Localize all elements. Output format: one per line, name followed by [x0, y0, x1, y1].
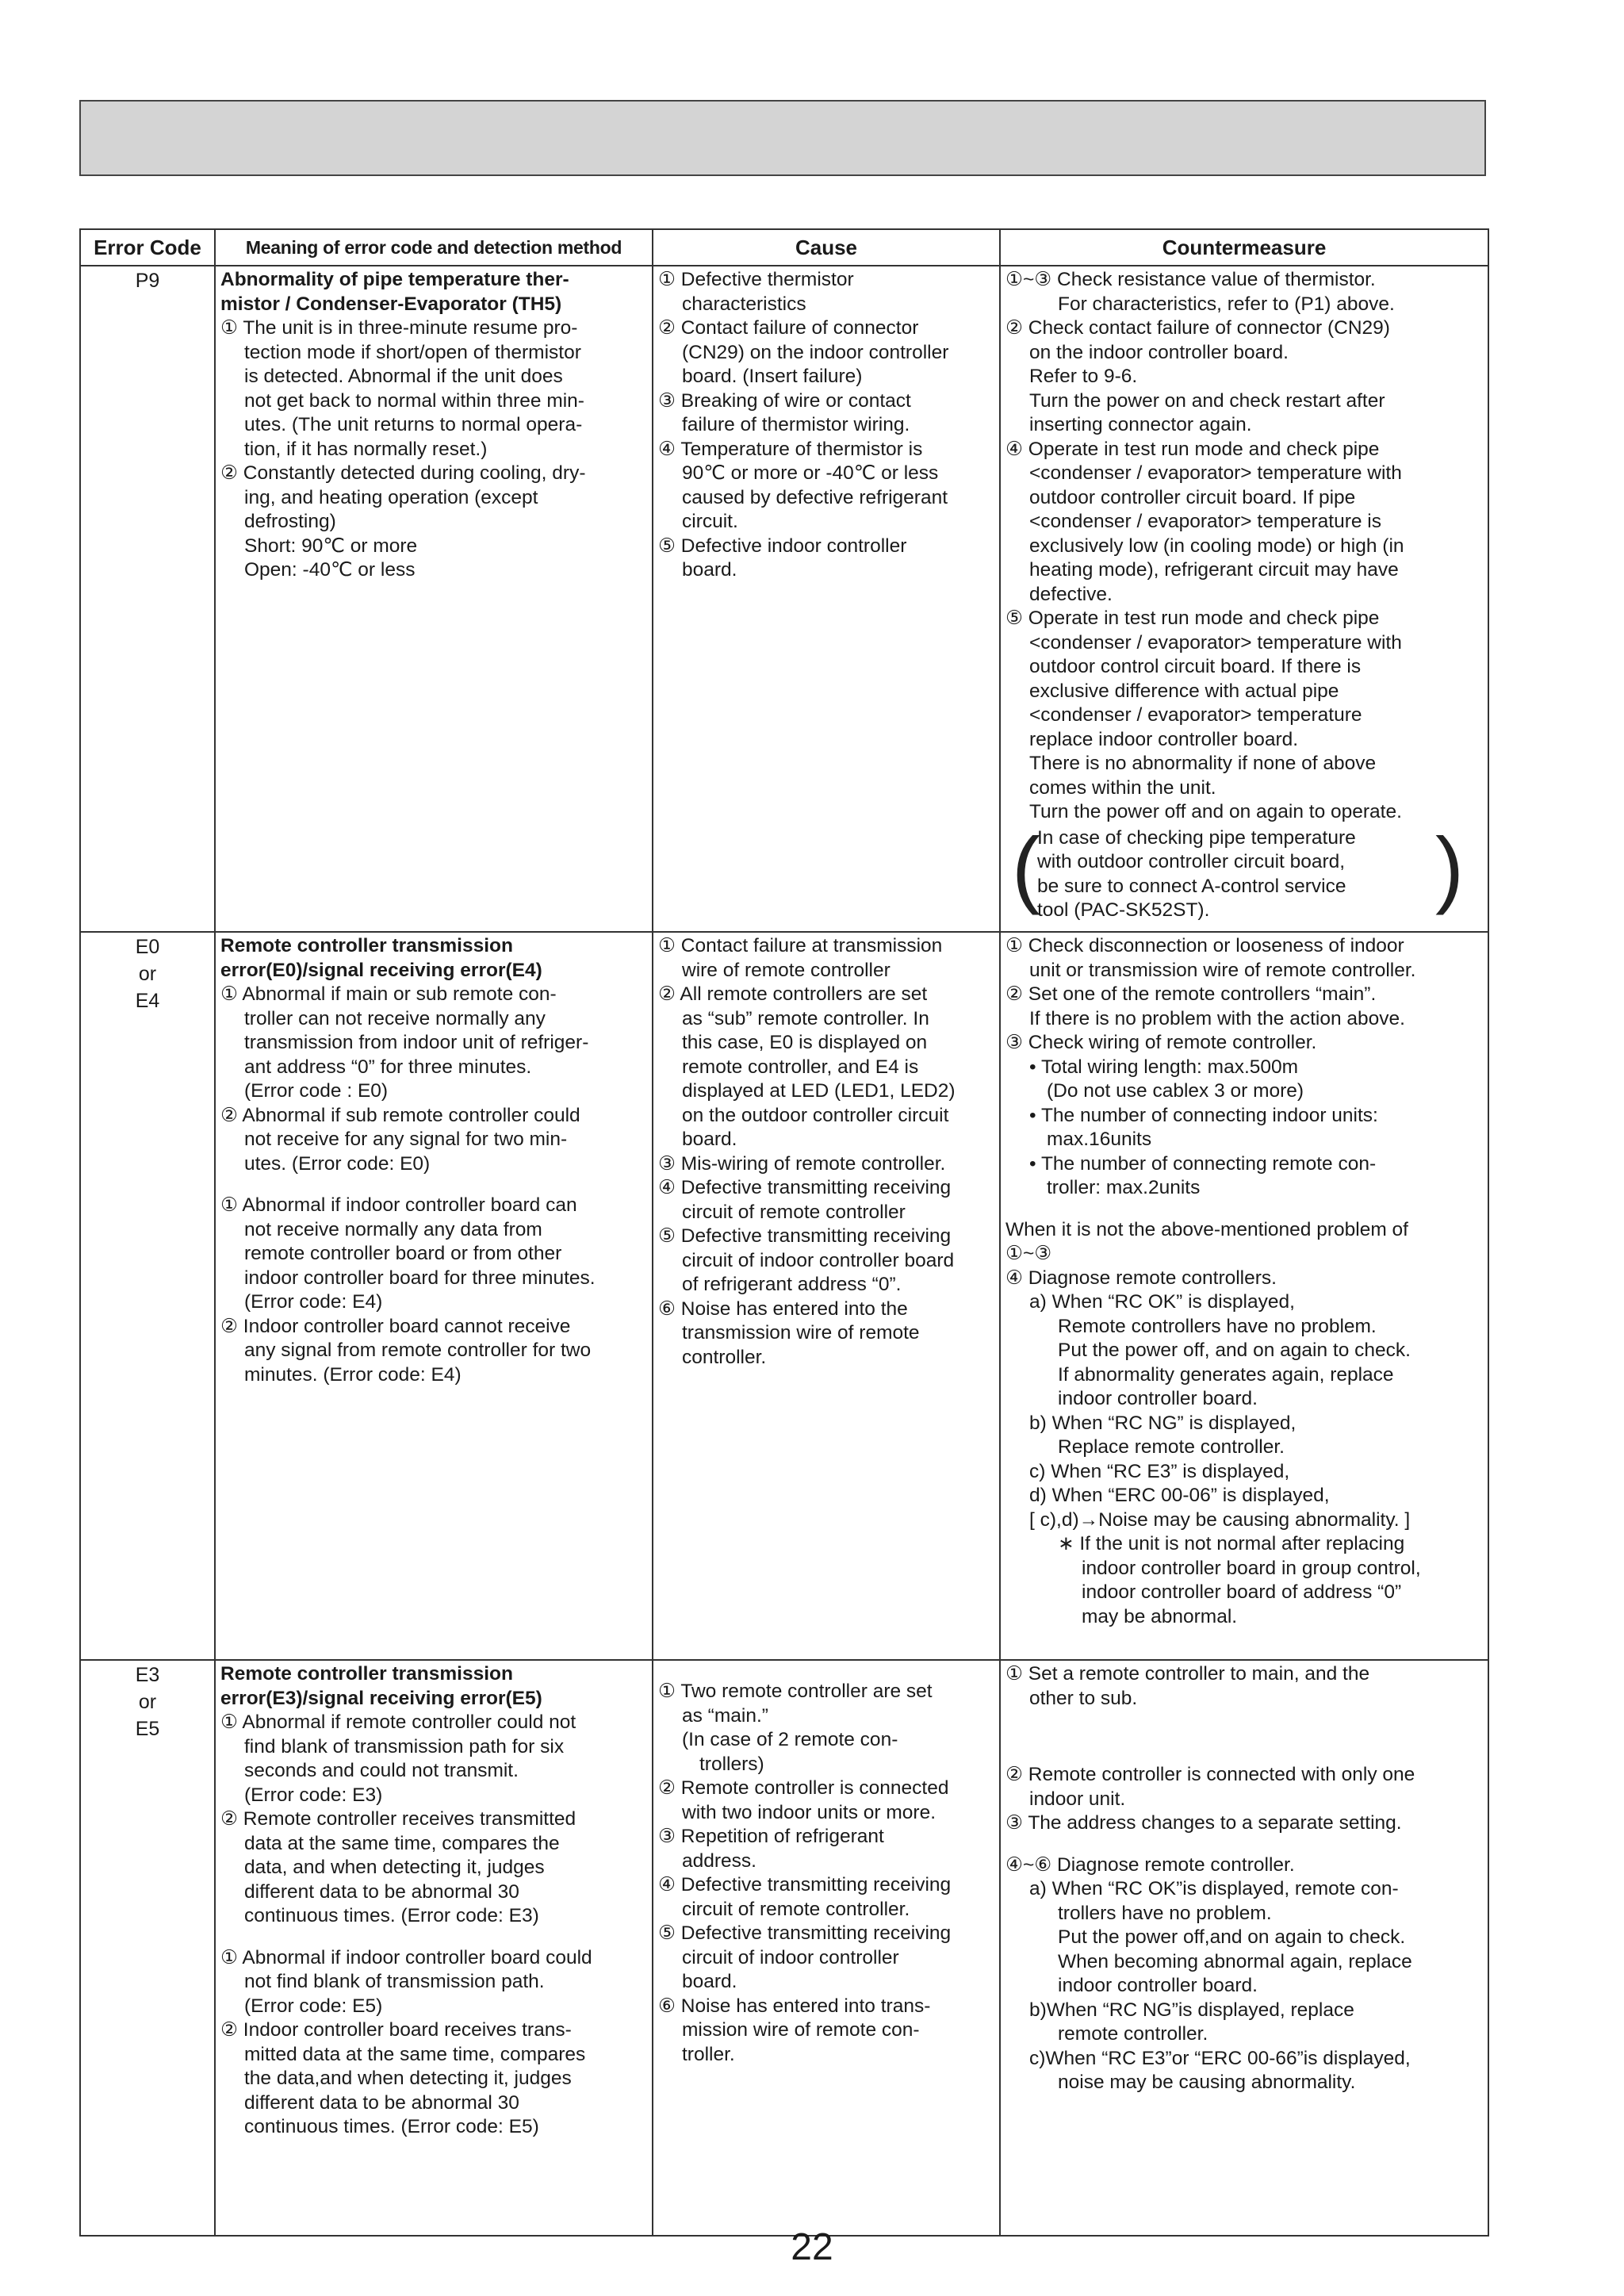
text-line: board.: [682, 559, 737, 581]
text-line: remote controller board or from other: [244, 1243, 562, 1264]
section-heading: Remote controller transmission: [220, 1663, 513, 1685]
text-line: failure of thermistor wiring.: [682, 414, 910, 435]
note-line: with outdoor controller circuit board,: [1037, 851, 1346, 872]
text-line: (Error code : E0): [244, 1080, 389, 1102]
text-line: ② Set one of the remote controllers “main”.: [1005, 983, 1377, 1005]
text-line: ② Remote controller is connected with only one: [1005, 1764, 1415, 1785]
text-line: is detected. Abnormal if the unit does: [244, 366, 563, 387]
text-line: ①~③ Check resistance value of thermistor.: [1005, 269, 1376, 290]
text-line: indoor controller board.: [1058, 1388, 1258, 1409]
header-error-code: Error Code: [80, 229, 215, 266]
text-line: heating mode), refrigerant circuit may have: [1029, 559, 1399, 581]
text-line: a) When “RC OK” is displayed,: [1029, 1291, 1295, 1313]
text-line: board.: [682, 1129, 737, 1150]
text-line: not receive normally any data from: [244, 1218, 542, 1240]
text-line: Replace remote controller.: [1058, 1436, 1285, 1458]
text-line: (CN29) on the indoor controller: [682, 341, 949, 363]
text-line: ⑤ Defective transmitting receiving: [658, 1225, 952, 1247]
header-cause: Cause: [653, 229, 1000, 266]
text-line: ① Defective thermistor: [658, 269, 854, 290]
text-line: tection mode if short/open of thermistor: [244, 341, 581, 363]
text-line: replace indoor controller board.: [1029, 728, 1299, 750]
spacer: [1005, 1836, 1484, 1853]
text-line: minutes. (Error code: E4): [244, 1363, 462, 1386]
text-line: the data,and when detecting it, judges: [244, 2068, 572, 2089]
text-line: utes. (The unit returns to normal opera-: [244, 414, 583, 435]
text-line: ⑤ Operate in test run mode and check pipe: [1005, 608, 1380, 629]
text-line: exclusive difference with actual pipe: [1029, 680, 1339, 702]
text-line: not find blank of transmission path.: [244, 1971, 545, 1992]
error-code: P9: [135, 270, 160, 292]
text-line: ④ Diagnose remote controllers.: [1005, 1267, 1277, 1289]
text-line: max.16units: [1047, 1129, 1152, 1150]
text-line: displayed at LED (LED1, LED2): [682, 1080, 956, 1102]
text-line: remote controller.: [1058, 2023, 1208, 2045]
text-line: transmission from indoor unit of refriger-: [244, 1032, 589, 1053]
text-line: indoor controller board for three minutes.: [244, 1267, 596, 1289]
note-line: In case of checking pipe temperature: [1037, 826, 1356, 849]
section-heading: error(E3)/signal receiving error(E5): [220, 1687, 542, 1709]
countermeasure-cell: [1000, 932, 1488, 1660]
text-line: trollers): [699, 1753, 764, 1775]
text-line: ③ Breaking of wire or contact: [658, 389, 911, 412]
text-line: When it is not the above-mentioned problem of: [1005, 1218, 1408, 1240]
text-line: ③ Check wiring of remote controller.: [1005, 1032, 1317, 1053]
text-line: this case, E0 is displayed on: [682, 1032, 928, 1053]
table-row: [80, 266, 1488, 932]
text-line: 90℃ or more or -40℃ or less: [682, 462, 939, 484]
text-line: ① Set a remote controller to main, and the: [1005, 1663, 1370, 1685]
note-line: be sure to connect A-control service: [1037, 875, 1346, 897]
text-line: circuit of indoor controller board: [682, 1249, 955, 1271]
text-line: a) When “RC OK”is displayed, remote con-: [1029, 1878, 1399, 1899]
text-line: other to sub.: [1029, 1687, 1138, 1709]
text-line: circuit of remote controller: [682, 1201, 906, 1223]
text-line: find blank of transmission path for six: [244, 1735, 565, 1757]
text-line: trollers have no problem.: [1058, 1902, 1272, 1924]
text-line: defrosting): [244, 511, 336, 532]
text-line: indoor unit.: [1029, 1788, 1126, 1810]
error-code: E0 or E4: [135, 936, 160, 1012]
text-line: ⑥ Noise has entered into trans-: [658, 1995, 931, 2017]
text-line: ④~⑥ Diagnose remote controller.: [1005, 1853, 1295, 1876]
text-line: Turn the power off and on again to operate.: [1029, 801, 1402, 822]
text-line: transmission wire of remote: [682, 1322, 920, 1343]
error-code-table: [79, 228, 1489, 2237]
cause-cell: [653, 266, 1000, 932]
text-line: unit or transmission wire of remote controller.: [1029, 959, 1416, 981]
text-line: troller can not receive normally any: [244, 1007, 546, 1029]
text-line: data, and when detecting it, judges: [244, 1857, 545, 1878]
text-line: Turn the power on and check restart after: [1029, 389, 1385, 412]
error-code-cell: [80, 932, 215, 1660]
text-line: Short: 90℃ or more: [244, 535, 418, 557]
text-line: When becoming abnormal again, replace: [1058, 1950, 1412, 1972]
table-header-row: [80, 229, 1488, 266]
text-line: (Error code: E5): [244, 1995, 383, 2017]
text-line: • Total wiring length: max.500m: [1029, 1056, 1299, 1078]
text-line: noise may be causing abnormality.: [1058, 2072, 1356, 2093]
cause-cell: [653, 932, 1000, 1660]
text-line: b) When “RC NG” is displayed,: [1029, 1412, 1297, 1434]
text-line: exclusively low (in cooling mode) or high (in: [1029, 535, 1404, 557]
text-line: controller.: [682, 1346, 767, 1368]
text-line: ② Remote controller receives transmitted: [220, 1808, 576, 1830]
text-line: If abnormality generates again, replace: [1058, 1363, 1394, 1386]
text-line: indoor controller board of address “0”: [1082, 1581, 1402, 1603]
spacer: [220, 1176, 649, 1194]
text-line: ① Abnormal if main or sub remote con-: [220, 983, 557, 1005]
text-line: ② Contact failure of connector: [658, 317, 919, 339]
text-line: ⑤ Defective indoor controller: [658, 535, 907, 557]
text-line: <condenser / evaporator> temperature: [1029, 704, 1362, 726]
text-line: For characteristics, refer to (P1) above.: [1058, 293, 1395, 315]
text-line: • The number of connecting indoor units:: [1029, 1104, 1378, 1126]
spacer: [1005, 1746, 1484, 1763]
text-line: not get back to normal within three min-: [244, 389, 584, 412]
text-line: c)When “RC E3”or “ERC 00-66”is displayed,: [1029, 2047, 1411, 2069]
text-line: ing, and heating operation (except: [244, 486, 538, 508]
section-heading: Abnormality of pipe temperature ther-: [220, 269, 569, 290]
text-line: • The number of connecting remote con-: [1029, 1152, 1377, 1175]
text-line: data at the same time, compares the: [244, 1832, 560, 1854]
text-line: ④ Operate in test run mode and check pipe: [1005, 438, 1380, 460]
text-line: not receive for any signal for two min-: [244, 1129, 568, 1150]
text-line: continuous times. (Error code: E5): [244, 2116, 539, 2137]
text-line: ① Abnormal if remote controller could not: [220, 1711, 576, 1733]
text-line: ① Check disconnection or looseness of indoor: [1005, 935, 1404, 956]
service-tool-note: [1012, 818, 1464, 925]
section-heading: mistor / Condenser-Evaporator (TH5): [220, 293, 562, 315]
text-line: There is no abnormality if none of above: [1029, 753, 1377, 774]
text-line: address.: [682, 1849, 756, 1872]
text-line: ④ Defective transmitting receiving: [658, 1177, 952, 1198]
cause-cell: [653, 1660, 1000, 2236]
text-line: ⑥ Noise has entered into the: [658, 1297, 908, 1320]
text-line: Remote controllers have no problem.: [1058, 1315, 1377, 1337]
text-line: ① Two remote controller are set: [658, 1681, 933, 1702]
spacer: [1005, 1201, 1484, 1218]
text-line: utes. (Error code: E0): [244, 1152, 431, 1175]
text-line: mitted data at the same time, compares: [244, 2043, 586, 2065]
text-line: ④ Defective transmitting receiving: [658, 1874, 952, 1895]
note-line: tool (PAC-SK52ST).: [1037, 899, 1210, 921]
countermeasure-cell: [1000, 1660, 1488, 2236]
text-line: ∗ If the unit is not normal after replacing: [1058, 1533, 1405, 1554]
text-line: troller: max.2units: [1047, 1177, 1201, 1198]
text-line: remote controller, and E4 is: [682, 1056, 919, 1078]
text-line: <condenser / evaporator> temperature is: [1029, 511, 1381, 532]
text-line: d) When “ERC 00-06” is displayed,: [1029, 1485, 1330, 1506]
text-line: indoor controller board.: [1058, 1975, 1258, 1996]
text-line: If there is no problem with the action above.: [1029, 1007, 1405, 1029]
text-line: any signal from remote controller for two: [244, 1340, 592, 1361]
text-line: Refer to 9-6.: [1029, 366, 1138, 387]
text-line: ① Abnormal if indoor controller board can: [220, 1194, 577, 1216]
section-heading: Remote controller transmission: [220, 935, 513, 956]
text-line: ② Constantly detected during cooling, dry-: [220, 462, 586, 484]
text-line: may be abnormal.: [1082, 1605, 1238, 1627]
text-line: characteristics: [682, 293, 806, 315]
text-line: ant address “0” for three minutes.: [244, 1056, 532, 1078]
text-line: [ c),d)→Noise may be causing abnormality. ]: [1029, 1508, 1411, 1531]
text-line: (In case of 2 remote con-: [682, 1729, 898, 1750]
close-paren: ): [1435, 818, 1464, 915]
text-line: as “sub” remote controller. In: [682, 1007, 929, 1029]
header-countermeasure: Countermeasure: [1000, 229, 1488, 266]
text-line: ⑤ Defective transmitting receiving: [658, 1922, 952, 1944]
text-line: ③ Mis-wiring of remote controller.: [658, 1152, 946, 1175]
text-line: ③ The address changes to a separate setting.: [1005, 1812, 1402, 1834]
error-code: E3 or E5: [135, 1664, 160, 1740]
text-line: tion, if it has normally reset.): [244, 438, 488, 460]
text-line: ①~③: [1005, 1243, 1052, 1264]
text-line: ① Abnormal if indoor controller board could: [220, 1946, 592, 1968]
text-line: (Do not use cablex 3 or more): [1047, 1080, 1304, 1102]
text-line: continuous times. (Error code: E3): [244, 1905, 539, 1926]
text-line: outdoor controller circuit board. If pipe: [1029, 486, 1356, 508]
text-line: ① The unit is in three-minute resume pro-: [220, 317, 578, 339]
text-line: ② Remote controller is connected: [658, 1777, 949, 1799]
error-code-cell: [80, 266, 215, 932]
text-line: Open: -40℃ or less: [244, 559, 416, 581]
text-line: ③ Repetition of refrigerant: [658, 1826, 884, 1847]
table-row: [80, 932, 1488, 1660]
text-line: with two indoor units or more.: [682, 1801, 936, 1823]
text-line: ② Indoor controller board cannot receive: [220, 1315, 571, 1337]
text-line: ④ Temperature of thermistor is: [658, 438, 923, 460]
spacer: [658, 1662, 996, 1680]
table-row: [80, 1660, 1488, 2236]
text-line: circuit of remote controller.: [682, 1898, 910, 1920]
countermeasure-cell: [1000, 266, 1488, 932]
text-line: (Error code: E3): [244, 1784, 383, 1806]
text-line: <condenser / evaporator> temperature with: [1029, 462, 1402, 484]
text-line: b)When “RC NG”is displayed, replace: [1029, 1999, 1354, 2021]
text-line: seconds and could not transmit.: [244, 1760, 519, 1781]
text-line: Put the power off, and on again to check.: [1058, 1340, 1411, 1361]
meaning-cell: [215, 266, 653, 932]
text-line: outdoor control circuit board. If there is: [1029, 656, 1362, 677]
text-line: different data to be abnormal 30: [244, 1880, 519, 1903]
meaning-cell: [215, 1660, 653, 2236]
text-line: wire of remote controller: [682, 959, 891, 981]
header-banner: [79, 100, 1486, 176]
text-line: inserting connector again.: [1029, 414, 1252, 435]
text-line: (Error code: E4): [244, 1291, 383, 1313]
text-line: mission wire of remote con-: [682, 2019, 920, 2041]
text-line: on the outdoor controller circuit: [682, 1104, 949, 1126]
text-line: Put the power off,and on again to check.: [1058, 1926, 1406, 1948]
text-line: different data to be abnormal 30: [244, 2091, 519, 2114]
text-line: c) When “RC E3” is displayed,: [1029, 1460, 1290, 1482]
text-line: comes within the unit.: [1029, 776, 1216, 799]
text-line: indoor controller board in group control,: [1082, 1557, 1421, 1579]
spacer: [1005, 1728, 1484, 1746]
error-code-cell: [80, 1660, 215, 2236]
spacer: [1005, 1711, 1484, 1728]
text-line: ② Indoor controller board receives trans-: [220, 2019, 572, 2041]
text-line: circuit of indoor controller: [682, 1946, 899, 1968]
text-line: board. (Insert failure): [682, 366, 863, 387]
text-line: <condenser / evaporator> temperature with: [1029, 631, 1402, 654]
text-line: ① Contact failure at transmission: [658, 935, 943, 956]
text-line: defective.: [1029, 583, 1113, 605]
text-line: of refrigerant address “0”.: [682, 1274, 902, 1295]
open-paren: (: [1012, 818, 1040, 915]
text-line: board.: [682, 1971, 737, 1992]
spacer: [220, 1929, 649, 1946]
text-line: as “main.”: [682, 1704, 768, 1727]
header-meaning: Meaning of error code and detection method: [215, 229, 653, 266]
text-line: ② All remote controllers are set: [658, 983, 928, 1005]
text-line: ② Abnormal if sub remote controller could: [220, 1104, 580, 1126]
text-line: ② Check contact failure of connector (CN29): [1005, 317, 1390, 339]
meaning-cell: [215, 932, 653, 1660]
text-line: troller.: [682, 2043, 735, 2065]
text-line: on the indoor controller board.: [1029, 341, 1289, 363]
text-line: caused by defective refrigerant: [682, 486, 948, 508]
text-line: circuit.: [682, 511, 738, 532]
page-number: 22: [791, 2226, 833, 2268]
section-heading: error(E0)/signal receiving error(E4): [220, 959, 542, 981]
